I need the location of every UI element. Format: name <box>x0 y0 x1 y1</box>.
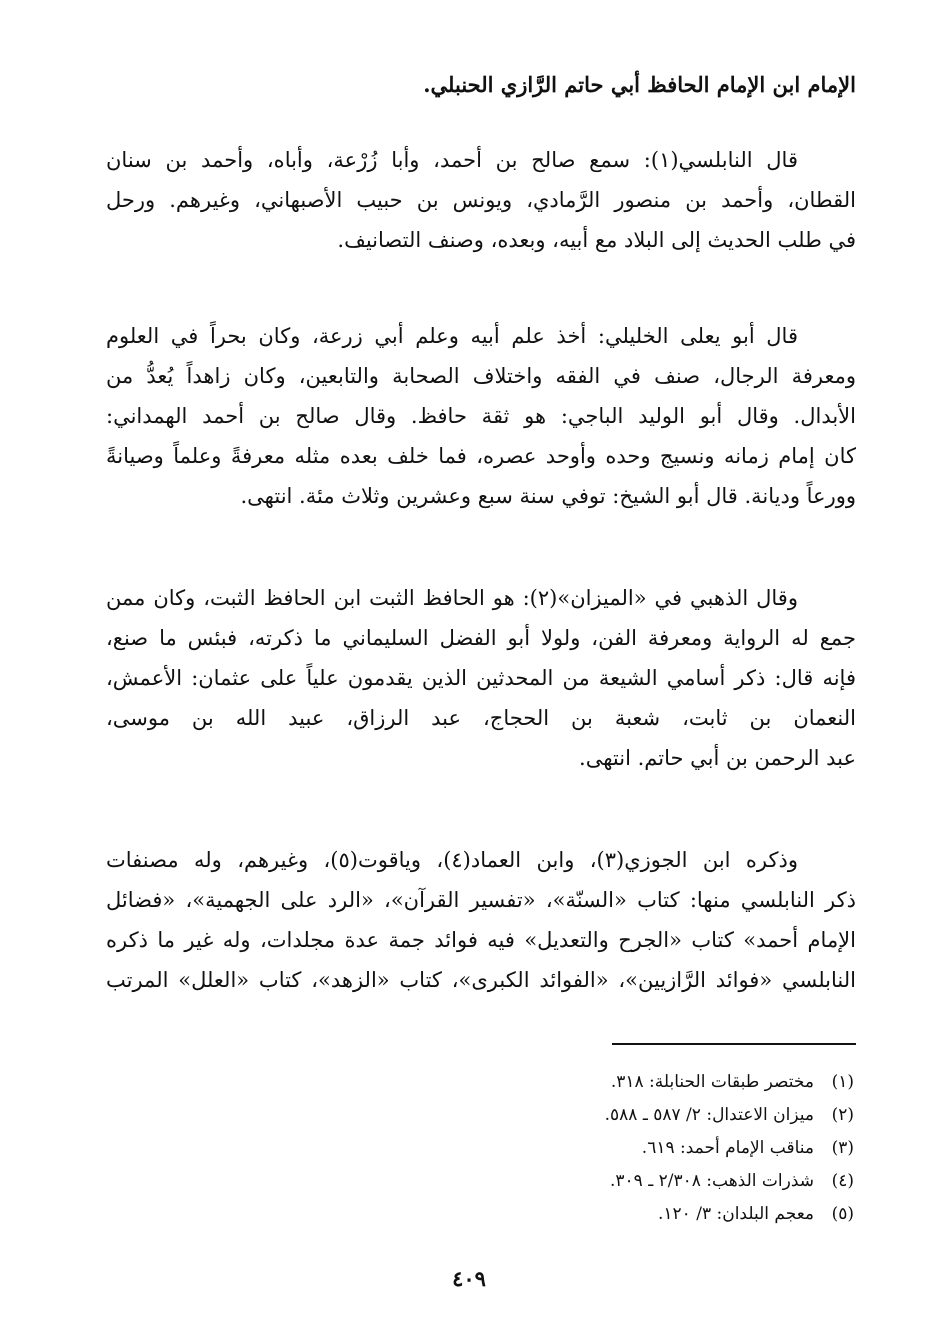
text-line: جمع له الرواية ومعرفة الفن، ولولا أبو الفضل السليماني ما ذكرته، فبئس ما صنع، <box>106 626 856 650</box>
text-line: كان إمام زمانه ونسيج وحده وأوحد عصره، فما خلف بعده مثله معرفةً وعلماً وصيانةً <box>106 444 856 468</box>
text-line: عبد الرحمن بن أبي حاتم. انتهى. <box>579 746 856 770</box>
text-line: فإنه قال: ذكر أسامي الشيعة من المحدثين الذين يقدمون علياً على عثمان: الأعمش، <box>106 666 856 690</box>
paragraph-mentions <box>106 840 856 1000</box>
text-line: قال أبو يعلى الخليلي: أخذ علم أبيه وعلم أبي زرعة، وكان بحراً في العلوم <box>106 324 798 348</box>
footnote-number: (٣) <box>831 1138 854 1158</box>
paragraph-khalili <box>106 316 856 516</box>
text-line: الإمام أحمد» كتاب «الجرح والتعديل» فيه فوائد جمة عدة مجلدات، وله غير ما ذكره <box>106 928 856 952</box>
footnote-text: ميزان الاعتدال: ٢/ ٥٨٧ ـ ٥٨٨. <box>604 1105 814 1125</box>
text-line: الأبدال. وقال أبو الوليد الباجي: هو ثقة حافظ. وقال صالح بن أحمد الهمداني: <box>106 404 856 428</box>
footnote-divider <box>612 1043 856 1045</box>
footnote-number: (١) <box>831 1072 854 1092</box>
footnote <box>605 1066 854 1099</box>
footnote-text: مختصر طبقات الحنابلة: ٣١٨. <box>610 1072 814 1092</box>
text-line: وقال الذهبي في «الميزان»(٢): هو الحافظ الثبت ابن الحافظ الثبت، وكان ممن <box>106 586 798 610</box>
footnote-text: شذرات الذهب: ٢/٣٠٨ ـ ٣٠٩. <box>610 1171 814 1191</box>
footnote <box>605 1198 854 1231</box>
paragraph-nabulsi <box>106 140 856 260</box>
footnotes <box>605 1066 854 1231</box>
footnote <box>605 1132 854 1165</box>
text-line: النابلسي «فوائد الرَّازيين»، «الفوائد الكبرى»، كتاب «الزهد»، كتاب «العلل» المرتب <box>106 968 856 992</box>
text-line: القطان، وأحمد بن منصور الرَّمادي، ويونس بن حبيب الأصبهاني، وغيرهم. ورحل <box>106 188 856 212</box>
footnote-number: (٢) <box>831 1105 854 1125</box>
text-line: وورعاً وديانة. قال أبو الشيخ: توفي سنة سبع وعشرين وثلاث مئة. انتهى. <box>240 484 856 508</box>
text-line: قال النابلسي(١): سمع صالح بن أحمد، وأبا زُرْعة، وأباه، وأحمد بن سنان <box>106 148 798 172</box>
footnote-text: مناقب الإمام أحمد: ٦١٩. <box>641 1138 814 1158</box>
footnote-number: (٤) <box>831 1171 854 1191</box>
page-number: ٤٠٩ <box>452 1266 486 1291</box>
running-header: الإمام ابن الإمام الحافظ أبي حاتم الرَّازي الحنبلي. <box>423 72 856 97</box>
footnote-text: معجم البلدان: ٣/ ١٢٠. <box>657 1204 814 1224</box>
text-line: في طلب الحديث إلى البلاد مع أبيه، وبعده، وصنف التصانيف. <box>337 228 856 252</box>
paragraph-dhahabi <box>106 578 856 778</box>
footnote <box>605 1099 854 1132</box>
footnote-number: (٥) <box>831 1204 854 1224</box>
text-line: ومعرفة الرجال، صنف في الفقه واختلاف الصحابة والتابعين، وكان زاهداً يُعدُّ من <box>106 364 856 388</box>
footnote <box>605 1165 854 1198</box>
text-line: وذكره ابن الجوزي(٣)، وابن العماد(٤)، وياقوت(٥)، وغيرهم، وله مصنفات <box>106 848 798 872</box>
text-line: ذكر النابلسي منها: كتاب «السنّة»، «تفسير القرآن»، «الرد على الجهمية»، «فضائل <box>106 888 856 912</box>
text-line: النعمان بن ثابت، شعبة بن الحجاج، عبد الرزاق، عبيد الله بن موسى، <box>106 706 856 730</box>
